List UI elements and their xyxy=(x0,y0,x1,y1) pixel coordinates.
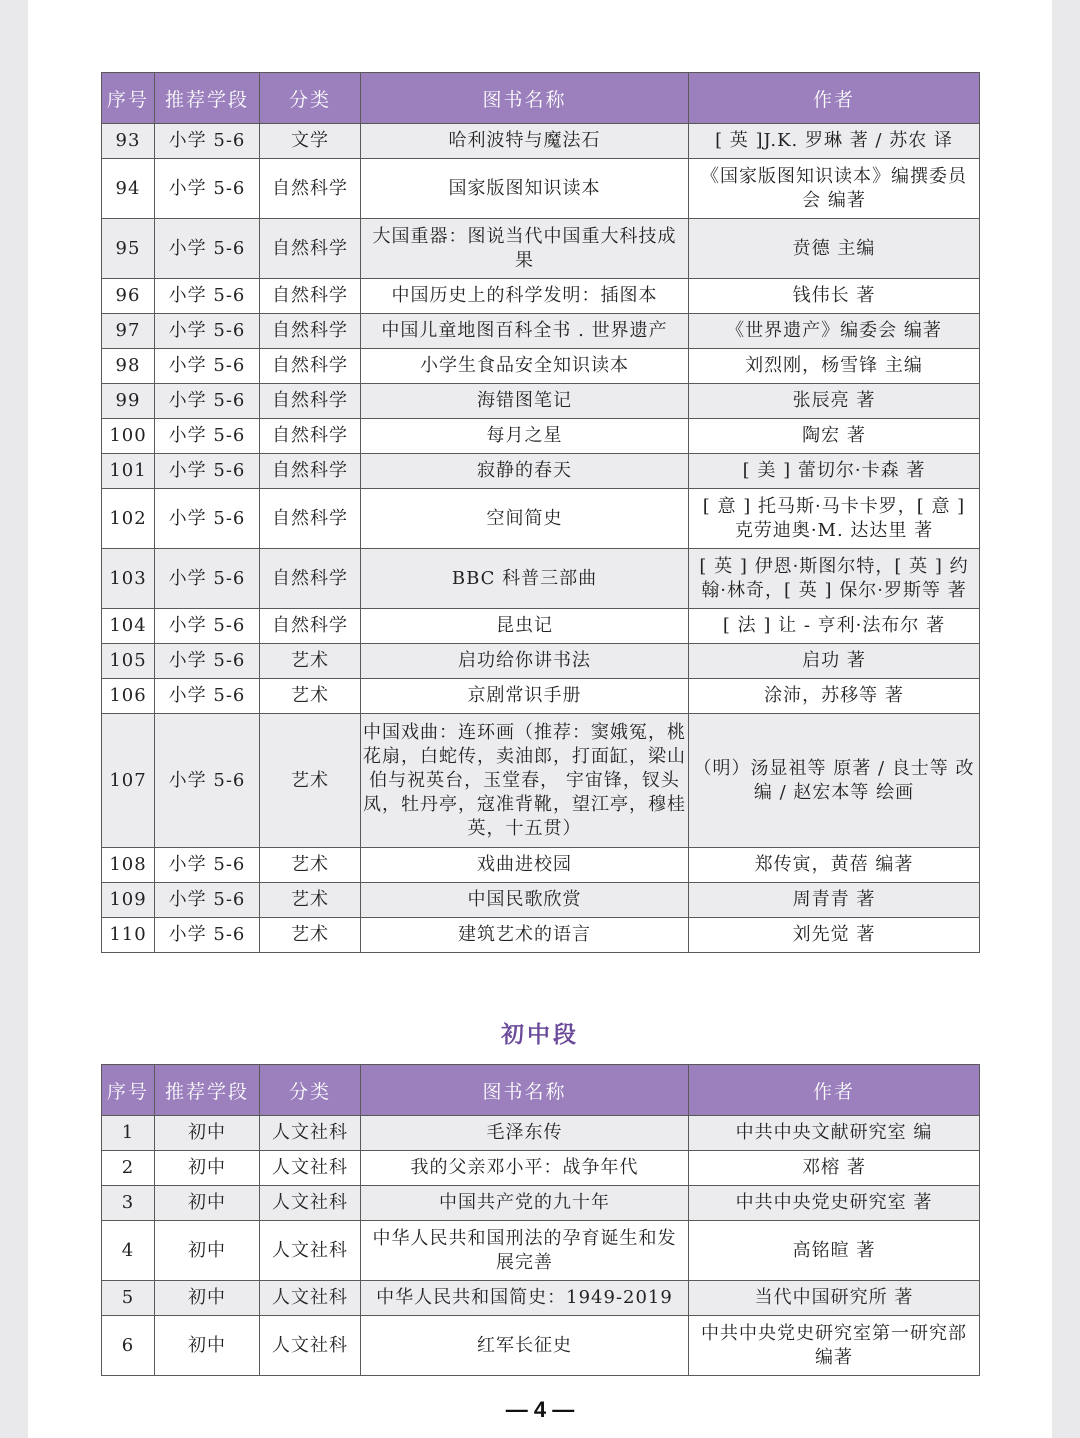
cell-author: 中共中央党史研究室第一研究部 编著 xyxy=(689,1316,980,1376)
cell-category: 自然科学 xyxy=(260,549,361,609)
cell-author: 刘先觉 著 xyxy=(689,918,980,953)
cell-stage: 小学 5-6 xyxy=(155,679,260,714)
header-author: 作者 xyxy=(689,1065,980,1116)
table-row xyxy=(102,918,980,953)
cell-category: 人文社科 xyxy=(260,1186,361,1221)
cell-no: 106 xyxy=(102,679,155,714)
cell-stage: 小学 5-6 xyxy=(155,883,260,918)
page-number: — 4 — xyxy=(505,1397,575,1422)
table-row xyxy=(102,159,980,219)
cell-author: 《世界遗产》编委会 编著 xyxy=(689,314,980,349)
table-row xyxy=(102,714,980,848)
cell-no: 103 xyxy=(102,549,155,609)
table-row xyxy=(102,419,980,454)
booklist-table-junior xyxy=(101,1064,980,1376)
cell-stage: 小学 5-6 xyxy=(155,419,260,454)
cell-author: 中共中央党史研究室 著 xyxy=(689,1186,980,1221)
cell-author: 涂沛，苏移等 著 xyxy=(689,679,980,714)
cell-no: 93 xyxy=(102,124,155,159)
cell-stage: 小学 5-6 xyxy=(155,384,260,419)
cell-title: 戏曲进校园 xyxy=(361,848,689,883)
cell-author: 邓榕 著 xyxy=(689,1151,980,1186)
cell-title: 空间简史 xyxy=(361,489,689,549)
cell-category: 自然科学 xyxy=(260,609,361,644)
cell-no: 94 xyxy=(102,159,155,219)
cell-stage: 小学 5-6 xyxy=(155,644,260,679)
table-row xyxy=(102,1281,980,1316)
cell-category: 艺术 xyxy=(260,644,361,679)
cell-category: 自然科学 xyxy=(260,159,361,219)
cell-stage: 小学 5-6 xyxy=(155,124,260,159)
cell-author: [ 法 ] 让 - 亨利·法布尔 著 xyxy=(689,609,980,644)
cell-no: 5 xyxy=(102,1281,155,1316)
cell-no: 101 xyxy=(102,454,155,489)
cell-title: 中华人民共和国简史：1949-2019 xyxy=(361,1281,689,1316)
cell-category: 人文社科 xyxy=(260,1221,361,1281)
cell-no: 98 xyxy=(102,349,155,384)
cell-title: 小学生食品安全知识读本 xyxy=(361,349,689,384)
table-row xyxy=(102,609,980,644)
table-row xyxy=(102,644,980,679)
cell-stage: 初中 xyxy=(155,1316,260,1376)
cell-no: 95 xyxy=(102,219,155,279)
header-title: 图书名称 xyxy=(361,73,689,124)
cell-category: 自然科学 xyxy=(260,419,361,454)
cell-author: [ 意 ] 托马斯·马卡卡罗，[ 意 ] 克劳迪奥·M. 达达里 著 xyxy=(689,489,980,549)
cell-category: 自然科学 xyxy=(260,349,361,384)
table-row xyxy=(102,1221,980,1281)
cell-stage: 小学 5-6 xyxy=(155,159,260,219)
cell-title: 中华人民共和国刑法的孕育诞生和发展完善 xyxy=(361,1221,689,1281)
cell-author: 《国家版图知识读本》编撰委员会 编著 xyxy=(689,159,980,219)
table-row xyxy=(102,489,980,549)
cell-category: 人文社科 xyxy=(260,1116,361,1151)
table-row xyxy=(102,1151,980,1186)
cell-no: 110 xyxy=(102,918,155,953)
cell-author: 钱伟长 著 xyxy=(689,279,980,314)
table-header-row xyxy=(102,73,980,124)
table-row xyxy=(102,883,980,918)
cell-no: 99 xyxy=(102,384,155,419)
cell-no: 104 xyxy=(102,609,155,644)
cell-author: 中共中央文献研究室 编 xyxy=(689,1116,980,1151)
cell-title: 每月之星 xyxy=(361,419,689,454)
cell-category: 艺术 xyxy=(260,714,361,848)
cell-stage: 小学 5-6 xyxy=(155,489,260,549)
cell-stage: 小学 5-6 xyxy=(155,349,260,384)
header-no: 序号 xyxy=(102,1065,155,1116)
cell-author: 周青青 著 xyxy=(689,883,980,918)
document-page xyxy=(28,0,1052,1438)
cell-category: 自然科学 xyxy=(260,454,361,489)
cell-title: 中国戏曲：连环画（推荐：窦娥冤，桃花扇，白蛇传，卖油郎，打面缸，梁山伯与祝英台，玉堂春， 宇宙锋，钗头凤，牡丹亭，寇准背靴，望江亭，穆桂英，十五贯） xyxy=(361,714,689,848)
cell-author: 郑传寅，黄蓓 编著 xyxy=(689,848,980,883)
cell-stage: 小学 5-6 xyxy=(155,314,260,349)
cell-title: 中国历史上的科学发明：插图本 xyxy=(361,279,689,314)
cell-no: 107 xyxy=(102,714,155,848)
header-author: 作者 xyxy=(689,73,980,124)
header-category: 分类 xyxy=(260,1065,361,1116)
cell-title: 大国重器：图说当代中国重大科技成果 xyxy=(361,219,689,279)
cell-title: 昆虫记 xyxy=(361,609,689,644)
header-stage: 推荐学段 xyxy=(155,73,260,124)
table-row xyxy=(102,279,980,314)
cell-author: 贲德 主编 xyxy=(689,219,980,279)
table-row xyxy=(102,848,980,883)
cell-title: 红军长征史 xyxy=(361,1316,689,1376)
cell-stage: 初中 xyxy=(155,1151,260,1186)
cell-category: 文学 xyxy=(260,124,361,159)
cell-stage: 小学 5-6 xyxy=(155,454,260,489)
table-header-row xyxy=(102,1065,980,1116)
cell-category: 艺术 xyxy=(260,918,361,953)
header-title: 图书名称 xyxy=(361,1065,689,1116)
cell-category: 人文社科 xyxy=(260,1316,361,1376)
cell-no: 97 xyxy=(102,314,155,349)
cell-no: 6 xyxy=(102,1316,155,1376)
cell-author: 张辰亮 著 xyxy=(689,384,980,419)
cell-title: 中国共产党的九十年 xyxy=(361,1186,689,1221)
cell-category: 自然科学 xyxy=(260,279,361,314)
table-row xyxy=(102,454,980,489)
table-row xyxy=(102,1186,980,1221)
cell-author: [ 英 ] 伊恩·斯图尔特，[ 英 ] 约翰·林奇，[ 英 ] 保尔·罗斯等 著 xyxy=(689,549,980,609)
table-row xyxy=(102,384,980,419)
cell-category: 艺术 xyxy=(260,883,361,918)
cell-no: 109 xyxy=(102,883,155,918)
cell-title: 中国儿童地图百科全书 . 世界遗产 xyxy=(361,314,689,349)
header-stage: 推荐学段 xyxy=(155,1065,260,1116)
cell-stage: 初中 xyxy=(155,1186,260,1221)
cell-author: 当代中国研究所 著 xyxy=(689,1281,980,1316)
cell-category: 人文社科 xyxy=(260,1281,361,1316)
cell-stage: 小学 5-6 xyxy=(155,918,260,953)
cell-no: 1 xyxy=(102,1116,155,1151)
cell-title: 京剧常识手册 xyxy=(361,679,689,714)
cell-title: 哈利波特与魔法石 xyxy=(361,124,689,159)
table-row xyxy=(102,1116,980,1151)
cell-author: 高铭暄 著 xyxy=(689,1221,980,1281)
cell-category: 人文社科 xyxy=(260,1151,361,1186)
cell-title: 建筑艺术的语言 xyxy=(361,918,689,953)
table-row xyxy=(102,549,980,609)
cell-title: 海错图笔记 xyxy=(361,384,689,419)
cell-author: （明）汤显祖等 原著 / 良士等 改编 / 赵宏本等 绘画 xyxy=(689,714,980,848)
cell-no: 4 xyxy=(102,1221,155,1281)
section-title: 初中段 xyxy=(501,1021,579,1048)
cell-no: 2 xyxy=(102,1151,155,1186)
cell-author: [ 美 ] 蕾切尔·卡森 著 xyxy=(689,454,980,489)
cell-no: 102 xyxy=(102,489,155,549)
cell-no: 96 xyxy=(102,279,155,314)
cell-stage: 小学 5-6 xyxy=(155,714,260,848)
table-row xyxy=(102,349,980,384)
cell-author: 启功 著 xyxy=(689,644,980,679)
cell-title: BBC 科普三部曲 xyxy=(361,549,689,609)
table-row xyxy=(102,124,980,159)
cell-no: 105 xyxy=(102,644,155,679)
cell-stage: 小学 5-6 xyxy=(155,219,260,279)
cell-category: 艺术 xyxy=(260,679,361,714)
cell-title: 寂静的春天 xyxy=(361,454,689,489)
header-no: 序号 xyxy=(102,73,155,124)
cell-author: [ 英 ]J.K. 罗琳 著 / 苏农 译 xyxy=(689,124,980,159)
cell-stage: 小学 5-6 xyxy=(155,549,260,609)
cell-stage: 小学 5-6 xyxy=(155,609,260,644)
cell-title: 国家版图知识读本 xyxy=(361,159,689,219)
cell-category: 艺术 xyxy=(260,848,361,883)
cell-no: 3 xyxy=(102,1186,155,1221)
cell-author: 刘烈刚，杨雪锋 主编 xyxy=(689,349,980,384)
cell-category: 自然科学 xyxy=(260,489,361,549)
cell-title: 我的父亲邓小平：战争年代 xyxy=(361,1151,689,1186)
cell-no: 108 xyxy=(102,848,155,883)
cell-stage: 小学 5-6 xyxy=(155,279,260,314)
cell-no: 100 xyxy=(102,419,155,454)
cell-author: 陶宏 著 xyxy=(689,419,980,454)
booklist-table-primary xyxy=(101,72,980,953)
cell-title: 启功给你讲书法 xyxy=(361,644,689,679)
cell-title: 中国民歌欣赏 xyxy=(361,883,689,918)
cell-category: 自然科学 xyxy=(260,314,361,349)
cell-stage: 初中 xyxy=(155,1281,260,1316)
table-row xyxy=(102,1316,980,1376)
table-row xyxy=(102,679,980,714)
cell-category: 自然科学 xyxy=(260,384,361,419)
table-row xyxy=(102,219,980,279)
cell-category: 自然科学 xyxy=(260,219,361,279)
table-row xyxy=(102,314,980,349)
cell-stage: 初中 xyxy=(155,1221,260,1281)
cell-stage: 小学 5-6 xyxy=(155,848,260,883)
cell-title: 毛泽东传 xyxy=(361,1116,689,1151)
cell-stage: 初中 xyxy=(155,1116,260,1151)
header-category: 分类 xyxy=(260,73,361,124)
